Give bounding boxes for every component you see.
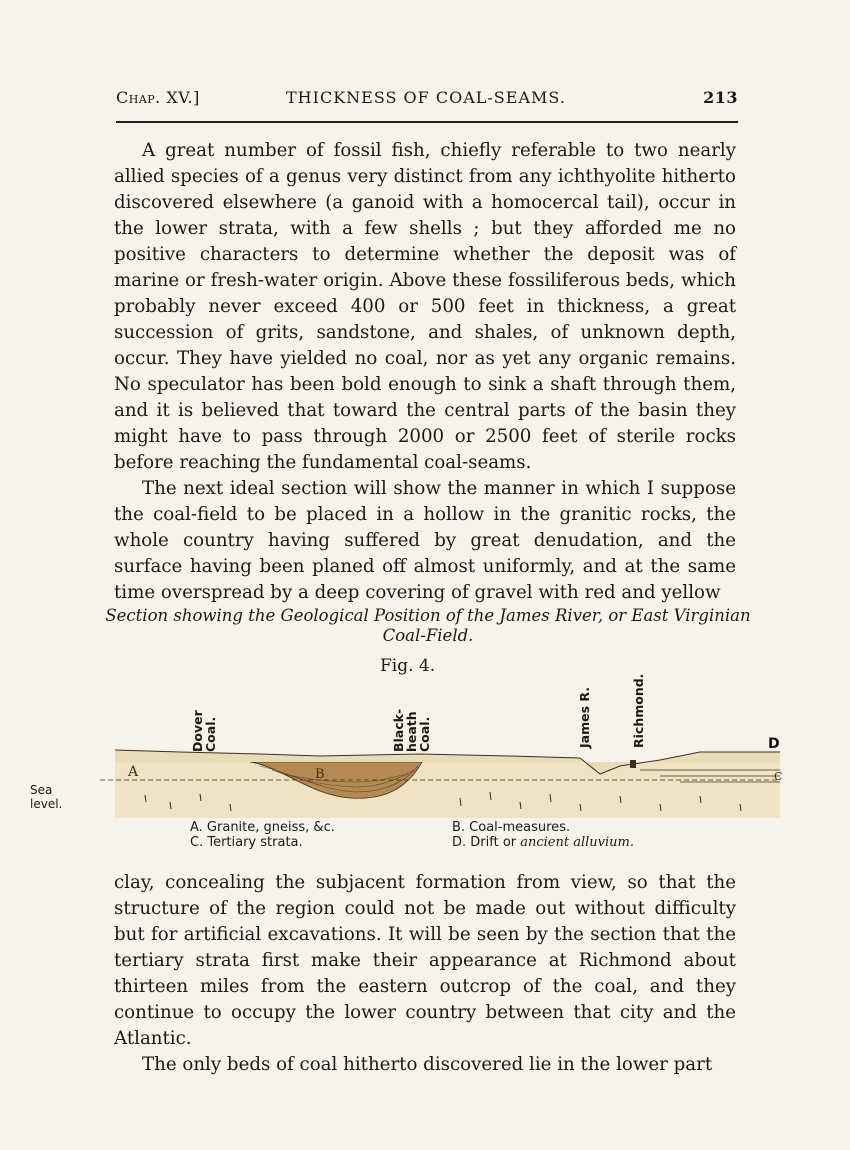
letter-a: A <box>128 764 139 780</box>
legend-left <box>190 820 335 850</box>
body-text-bottom <box>114 870 736 1078</box>
letter-b: B <box>315 767 325 782</box>
legend-right <box>452 820 634 850</box>
label-line: Richmond. <box>631 673 646 748</box>
legend-item: C. Tertiary strata. <box>190 835 303 850</box>
letter-d: D <box>768 736 780 752</box>
paragraph: The only beds of coal hitherto discovered lie in the lower part <box>142 1054 713 1075</box>
label-line: Dover <box>190 710 205 752</box>
paragraph: The next ideal section will show the manner in which I suppose the coal-field to be placed in a hollow in the granitic rocks, the whole country having suffered by great denudation, and the surface having been planed off almost uniformly, and at the same time overspread by a deep covering of gravel with red and yellow <box>114 478 736 603</box>
page-number: 213 <box>703 88 738 107</box>
letter-c: C <box>774 770 783 783</box>
label-line: Coal. <box>203 716 218 752</box>
paragraph: clay, concealing the subjacent formation from view, so that the structure of the region could not be made out without difficulty but for artificial excavations. It will be seen by the section that the tertiary strata first make their appearance at Richmond about thirteen miles from the eastern outcrop of the coal, and they continue to occupy the lower country between that city and the Atlantic. <box>114 872 736 1049</box>
legend-italic: ancient alluvium. <box>520 835 635 850</box>
granite-layer <box>115 762 783 818</box>
chapter-label: Chap. XV.] <box>116 88 200 107</box>
header-rule <box>116 121 738 123</box>
label-line: James R. <box>577 687 592 748</box>
geological-section <box>60 670 790 830</box>
label-line: Sea <box>30 783 53 797</box>
running-head <box>116 88 738 110</box>
body-text-top <box>114 138 736 606</box>
label-line: heath <box>404 711 419 752</box>
legend-item: A. Granite, gneiss, &c. <box>190 820 335 835</box>
running-title: THICKNESS OF COAL-SEAMS. <box>286 88 566 107</box>
label-line: Coal. <box>417 716 432 752</box>
legend-item: B. Coal-measures. <box>452 820 571 835</box>
figure-caption: Section showing the Geological Position of the James River, or East Virginian Coal-Field. <box>105 606 751 645</box>
label-line: level. <box>30 797 63 811</box>
sea-level-label <box>30 783 62 811</box>
legend-text: D. Drift or <box>452 835 521 850</box>
label-line: Black- <box>391 708 406 752</box>
paragraph: A great number of fossil fish, chiefly referable to two nearly allied species of a genus very distinct from any ichthyolite hitherto discovered elsewhere (a ganoid with a homocercal tail), occur in the lower strata, with a few shells ; but they afforded me no positive characters to determine whether the deposit was of marine or fresh-water origin. Above these fossiliferous beds, which probably never exceed 400 or 500 feet in thickness, a great succession of grits, sandstone, and shales, of unknown depth, occur. They have yielded no coal, nor as yet any organic remains. No speculator has been bold enough to sink a shaft through them, and it is believed that toward the central parts of the basin they might have to pass through 2000 or 2500 feet of sterile rocks before reaching the fundamental coal-seams. <box>114 140 736 473</box>
figure-label: Fig. 4. <box>380 656 436 676</box>
legend-item <box>452 835 634 850</box>
richmond-mark <box>630 760 636 768</box>
